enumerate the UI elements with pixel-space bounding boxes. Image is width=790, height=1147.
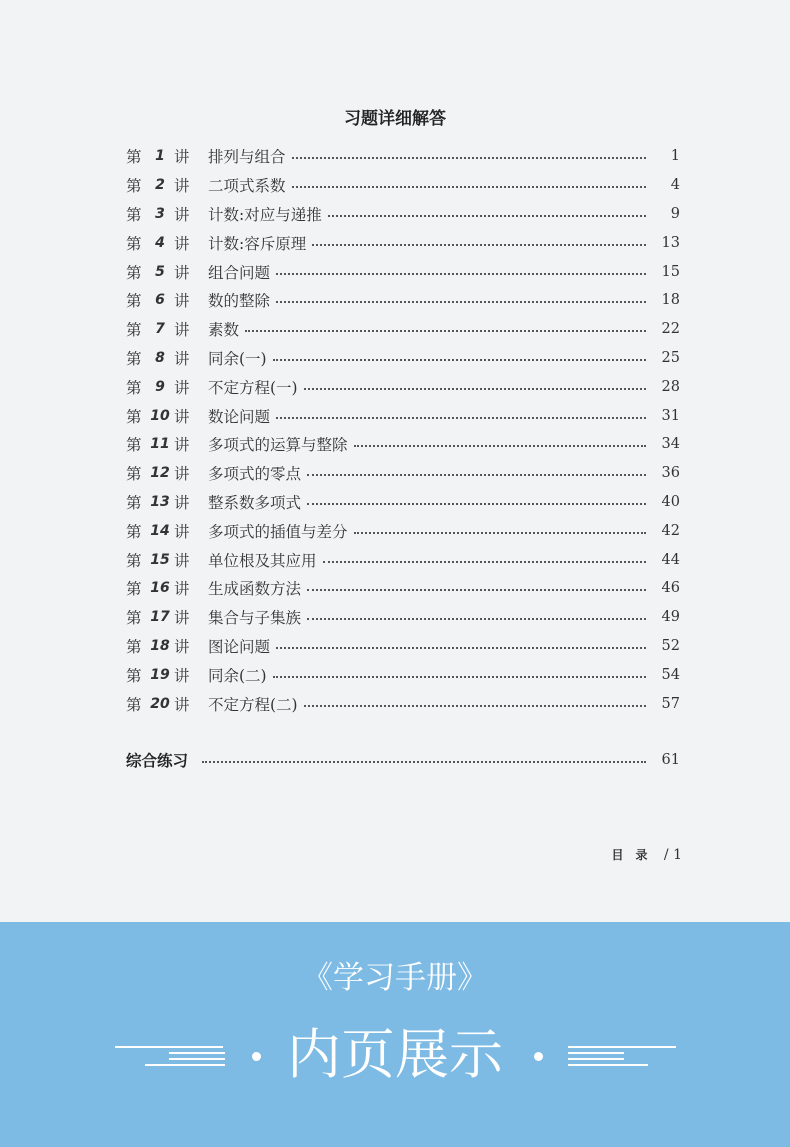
toc-entry-page: 40 [661, 493, 680, 510]
leader-dots [276, 647, 646, 649]
toc-di: 第 [126, 493, 142, 512]
leader-dots [307, 503, 646, 505]
toc-di: 第 [126, 465, 142, 484]
banner-main-title: 内页展示 [287, 1023, 503, 1086]
toc-jiang: 讲 [174, 321, 190, 340]
toc-di: 第 [126, 177, 142, 196]
toc-entry [126, 488, 680, 517]
toc-entry-number: 7 [155, 321, 165, 338]
toc-entry [126, 401, 680, 430]
toc-jiang: 讲 [174, 493, 190, 512]
leader-dots [276, 417, 646, 419]
leader-dots [307, 589, 646, 591]
toc-entry-number: 19 [150, 666, 170, 683]
toc-entry [126, 516, 680, 545]
toc-entry-number: 3 [155, 205, 165, 222]
toc-entry-number: 4 [155, 234, 165, 251]
leader-dots [312, 244, 646, 246]
toc-entry-page: 31 [661, 407, 680, 424]
leader-dots [304, 388, 646, 390]
leader-dots [245, 330, 646, 332]
toc-jiang: 讲 [174, 637, 190, 656]
toc-entry [126, 632, 680, 661]
toc-entry-page: 49 [661, 609, 680, 626]
toc-entry-page: 46 [661, 580, 680, 597]
toc-entry-page: 52 [661, 637, 680, 654]
toc-di: 第 [126, 148, 142, 167]
leader-dots [276, 273, 646, 275]
toc-entry-number: 17 [150, 609, 170, 626]
toc-di: 第 [126, 205, 142, 224]
toc-entry-label: 整系数多项式 [208, 493, 302, 512]
toc-entry-label: 单位根及其应用 [208, 551, 317, 570]
toc-entry-page: 9 [670, 205, 680, 222]
toc-entry-number: 6 [155, 292, 165, 309]
toc-entry [126, 200, 680, 229]
toc-entry-label: 多项式的插值与差分 [208, 522, 348, 541]
toc-entry-page: 54 [661, 666, 680, 683]
toc-jiang: 讲 [174, 148, 190, 167]
toc-entry-page: 4 [670, 177, 680, 194]
leader-dots [307, 474, 646, 476]
toc-entry [126, 315, 680, 344]
toc-entry-number: 2 [155, 177, 165, 194]
toc-jiang: 讲 [174, 234, 190, 253]
page-footer [560, 846, 682, 863]
toc-entry [126, 171, 680, 200]
leader-dots [292, 186, 646, 188]
toc-entry-number: 18 [150, 637, 170, 654]
toc-di: 第 [126, 580, 142, 599]
toc-jiang: 讲 [174, 666, 190, 685]
toc-entry-label: 集合与子集族 [208, 609, 302, 628]
toc-entry-number: 9 [155, 378, 165, 395]
toc-entry-page: 44 [661, 551, 680, 568]
banner-book-title: 《学习手册》 [302, 960, 488, 996]
toc-entry [126, 545, 680, 574]
toc-entry [126, 459, 680, 488]
toc-entry-page: 18 [661, 292, 680, 309]
toc-entry-page: 57 [661, 695, 680, 712]
toc-jiang: 讲 [174, 292, 190, 311]
toc-di: 第 [126, 522, 142, 541]
toc-entry-label: 多项式的零点 [208, 465, 302, 484]
toc-entry-page: 34 [661, 436, 680, 453]
toc-entry-page: 25 [661, 349, 680, 366]
toc-entry-label: 生成函数方法 [208, 580, 302, 599]
toc-entry-number: 1 [155, 148, 165, 165]
toc-entry [126, 430, 680, 459]
toc-di: 第 [126, 666, 142, 685]
toc-di: 第 [126, 551, 142, 570]
leader-dots [273, 676, 646, 678]
toc-entry-number: 15 [150, 551, 170, 568]
toc-list [126, 142, 680, 718]
toc-summary-row [126, 746, 680, 774]
toc-di: 第 [126, 234, 142, 253]
toc-jiang: 讲 [174, 465, 190, 484]
toc-jiang: 讲 [174, 378, 190, 397]
toc-di: 第 [126, 695, 142, 714]
toc-entry-label: 同余(一) [208, 349, 267, 368]
toc-entry-label: 不定方程(二) [208, 695, 298, 714]
toc-entry-label: 不定方程(一) [208, 378, 298, 397]
toc-jiang: 讲 [174, 407, 190, 426]
toc-entry-number: 14 [150, 522, 170, 539]
toc-entry [126, 257, 680, 286]
right-decor-lines [560, 1040, 678, 1070]
toc-entry-label: 二项式系数 [208, 177, 286, 196]
toc-entry [126, 574, 680, 603]
toc-jiang: 讲 [174, 522, 190, 541]
leader-dots [354, 445, 646, 447]
footer-label: 目录 [611, 848, 660, 862]
banner-main-row [0, 1022, 790, 1092]
toc-entry-page: 22 [661, 321, 680, 338]
toc-jiang: 讲 [174, 177, 190, 196]
toc-di: 第 [126, 321, 142, 340]
toc-entry-number: 11 [150, 436, 170, 453]
toc-entry-label: 组合问题 [208, 263, 271, 282]
toc-entry [126, 603, 680, 632]
toc-entry-label: 多项式的运算与整除 [208, 436, 348, 455]
toc-entry-page: 42 [661, 522, 680, 539]
toc-entry [126, 372, 680, 401]
leader-dots [276, 301, 646, 303]
toc-title: 习题详细解答 [344, 109, 446, 129]
toc-entry-number: 12 [150, 465, 170, 482]
leader-dots [328, 215, 646, 217]
leader-dots [307, 618, 646, 620]
toc-entry-label: 同余(二) [208, 666, 267, 685]
toc-di: 第 [126, 378, 142, 397]
right-decor-dot [534, 1052, 543, 1061]
toc-entry-page: 15 [661, 263, 680, 280]
toc-entry-number: 5 [155, 263, 165, 280]
toc-entry-label: 排列与组合 [208, 148, 286, 167]
toc-jiang: 讲 [174, 263, 190, 282]
toc-entry-label: 图论问题 [208, 637, 271, 656]
toc-entry [126, 142, 680, 171]
toc-entry-page: 28 [661, 378, 680, 395]
toc-entry-label: 计数:对应与递推 [208, 205, 322, 224]
toc-di: 第 [126, 609, 142, 628]
toc-di: 第 [126, 292, 142, 311]
toc-entry-label: 计数:容斥原理 [208, 234, 307, 253]
toc-di: 第 [126, 637, 142, 656]
toc-summary-label: 综合练习 [126, 752, 189, 770]
toc-di: 第 [126, 349, 142, 368]
toc-jiang: 讲 [174, 580, 190, 599]
toc-entry [126, 286, 680, 315]
toc-entry-page: 1 [670, 148, 680, 165]
toc-di: 第 [126, 436, 142, 455]
toc-jiang: 讲 [174, 695, 190, 714]
toc-entry [126, 228, 680, 257]
leader-dots [354, 532, 646, 534]
footer-separator: / [663, 847, 669, 863]
toc-entry-number: 20 [150, 695, 170, 712]
leader-dots [323, 561, 646, 563]
toc-entry-number: 8 [155, 349, 165, 366]
toc-jiang: 讲 [174, 205, 190, 224]
leader-dots [202, 761, 646, 763]
leader-dots [292, 157, 646, 159]
toc-entry [126, 344, 680, 373]
toc-entry-number: 13 [150, 493, 170, 510]
toc-entry [126, 689, 680, 718]
toc-jiang: 讲 [174, 551, 190, 570]
promo-banner [0, 922, 790, 1147]
footer-page-number: 1 [673, 847, 682, 863]
toc-summary-page: 61 [661, 752, 680, 768]
toc-di: 第 [126, 407, 142, 426]
toc-entry-number: 10 [150, 407, 170, 424]
toc-entry-number: 16 [150, 580, 170, 597]
toc-entry-page: 36 [661, 465, 680, 482]
toc-entry-label: 数的整除 [208, 292, 271, 311]
toc-entry-label: 数论问题 [208, 407, 271, 426]
leader-dots [304, 705, 646, 707]
toc-entry [126, 660, 680, 689]
toc-entry-page: 13 [661, 234, 680, 251]
toc-jiang: 讲 [174, 349, 190, 368]
toc-jiang: 讲 [174, 436, 190, 455]
toc-jiang: 讲 [174, 609, 190, 628]
leader-dots [273, 359, 646, 361]
toc-di: 第 [126, 263, 142, 282]
toc-entry-label: 素数 [208, 321, 240, 340]
